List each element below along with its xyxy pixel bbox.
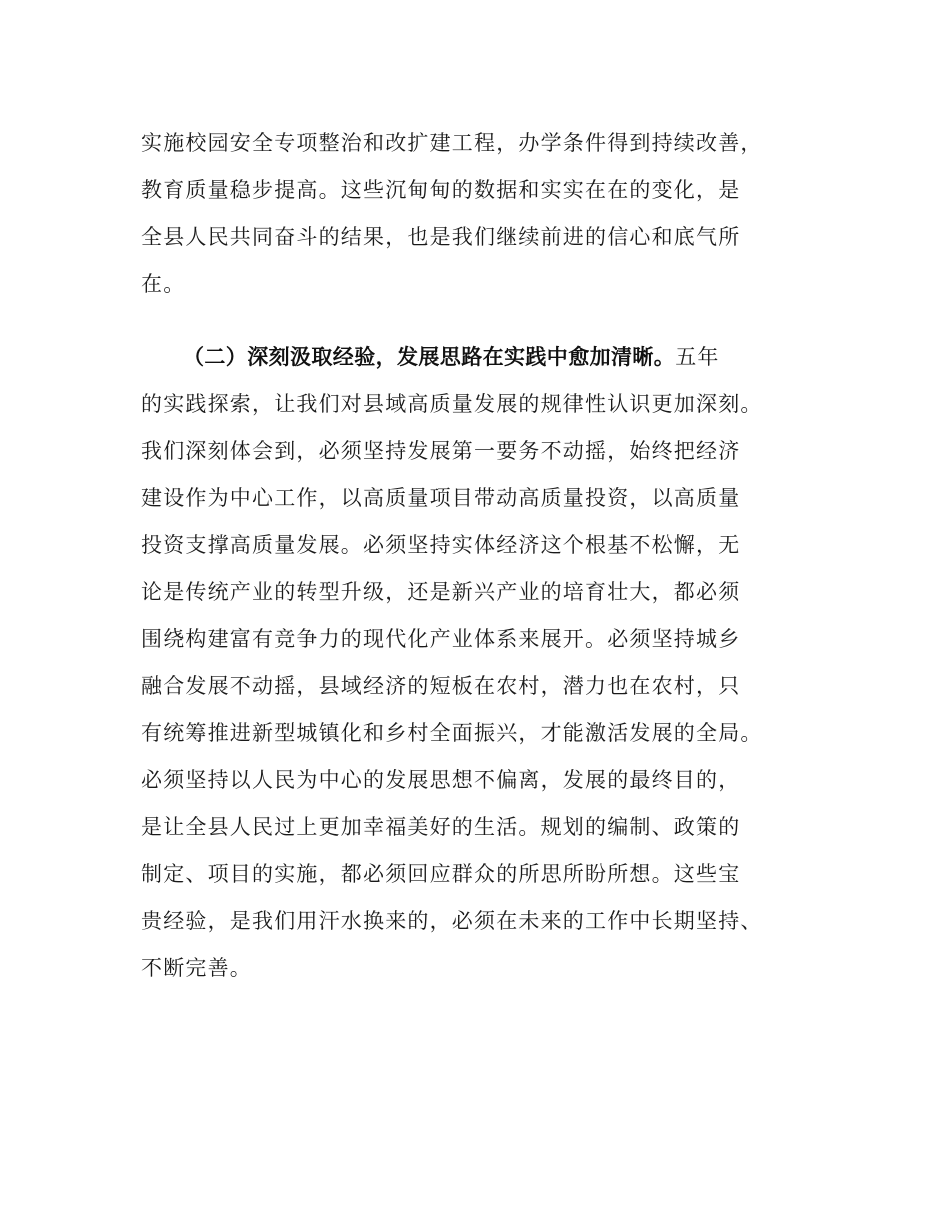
text-line: 的实践探索，让我们对县域高质量发展的规律性认识更加深刻。 (141, 392, 763, 416)
section-heading: （二）深刻汲取经验，发展思路在实践中愈加清晰。 (183, 345, 676, 369)
text-line: 制定、项目的实施，都必须回应群众的所思所盼所想。这些宝 (141, 862, 741, 886)
text-line: 围绕构建富有竞争力的现代化产业体系来展开。必须坚持城乡 (141, 627, 741, 651)
text-line: 贵经验，是我们用汗水换来的，必须在未来的工作中长期坚持、 (141, 909, 763, 933)
text-line: 不断完善。 (141, 956, 252, 980)
section-heading-line (183, 342, 720, 372)
text-line: 建设作为中心工作，以高质量项目带动高质量投资，以高质量 (141, 486, 741, 510)
heading-tail-text: 五年 (675, 345, 720, 369)
text-line: 在。 (141, 272, 186, 296)
text-line: 融合发展不动摇，县域经济的短板在农村，潜力也在农村，只 (141, 674, 741, 698)
text-line: 投资支撑高质量发展。必须坚持实体经济这个根基不松懈，无 (141, 533, 741, 557)
text-line: 我们深刻体会到，必须坚持发展第一要务不动摇，始终把经济 (141, 439, 741, 463)
text-line: 是让全县人民过上更加幸福美好的生活。规划的编制、政策的 (141, 815, 741, 839)
text-line: 实施校园安全专项整治和改扩建工程，办学条件得到持续改善， (141, 131, 763, 155)
text-line: 论是传统产业的转型升级，还是新兴产业的培育壮大，都必须 (141, 580, 741, 604)
text-line: 有统筹推进新型城镇化和乡村全面振兴，才能激活发展的全局。 (141, 721, 763, 745)
text-line: 必须坚持以人民为中心的发展思想不偏离，发展的最终目的， (141, 768, 741, 792)
text-line: 全县人民共同奋斗的结果，也是我们继续前进的信心和底气所 (141, 225, 741, 249)
text-line: 教育质量稳步提高。这些沉甸甸的数据和实实在在的变化，是 (141, 178, 741, 202)
